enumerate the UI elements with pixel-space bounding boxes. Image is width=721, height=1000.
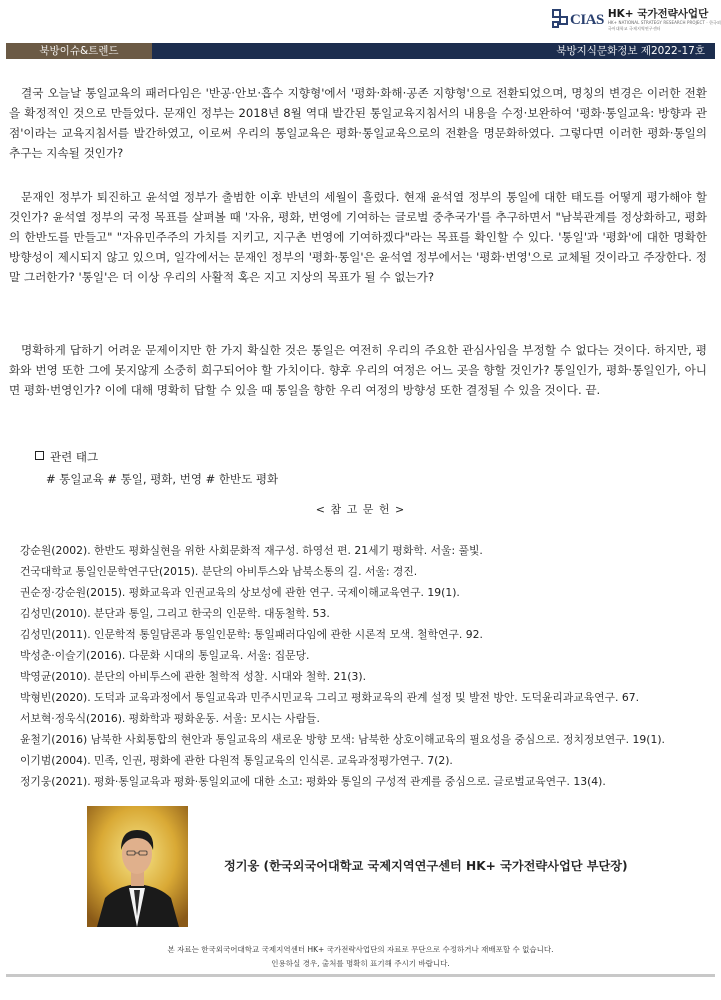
reference-item: 권순정·강순원(2015). 평화교육과 인권교육의 상보성에 관한 연구. 국제이해교육연구. 19(1).	[20, 586, 460, 599]
reference-item: 박영균(2010). 분단의 아비투스에 관한 철학적 성찰. 시대와 철학. 21(3).	[20, 670, 367, 683]
reference-item: 박형빈(2020). 도덕과 교육과정에서 통일교육과 민주시민교육 그리고 평화교육의 관계 설정 및 발전 방안. 도덕윤리과교육연구. 67.	[20, 691, 640, 704]
reference-item: 윤철기(2016) 남북한 사회통합의 현안과 통일교육의 새로운 방향 모색: 남북한 상호이해교육의 필요성을 중심으로. 정치정보연구. 19(1).	[20, 733, 665, 746]
reference-item: 김성민(2010). 분단과 통일, 그리고 한국의 인문학. 대동철학. 53.	[20, 607, 330, 620]
reference-item: 김성민(2011). 인문학적 통일담론과 통일인문학: 통일패러다임에 관한 시론적 모색. 철학연구. 92.	[20, 628, 483, 641]
section-label: 북방이슈&트렌드	[6, 43, 152, 59]
checkbox-bullet-icon	[35, 451, 44, 460]
paragraph-2: 문재인 정부가 퇴진하고 윤석열 정부가 출범한 이후 반년의 세월이 흘렀다. 현재 윤석열 정부의 통일에 대한 태도를 어떻게 평가해야 할 것인가? 윤석열 정부의 국정 목표를 살펴볼 때 '자유, 평화, 번영에 기여하는 글로벌 중추국가'를 추구하면서 "남북관계를 정상화하고, 평화의 한반도를 만들고" "자유민주주의 가치를 지키고, 지구촌 번영에 기여하겠다"라는 목표를 확인할 수 있다. '통일'과 '평화'에 대한 명확한 방향성이 제시되지 않고 있으며, 일각에서는 문재인 정부의 '평화·통일'은 윤석열 정부에서는 '평화·번영'으로 교체될 것이라고 주장한다. 정말 그러한가? '통일'은 더 이상 우리의 사활적 혹은 지고 지상의 목표가 될 수 없는가?	[9, 190, 707, 284]
paragraph-3: 명확하게 답하기 어려운 문제이지만 한 가지 확실한 것은 통일은 여전히 우리의 주요한 관심사임을 부정할 수 없다는 것이다. 하지만, 평화와 번영 또한 그에 못지않게 소중히 희구되어야 할 가치이다. 향후 우리의 여정은 어느 곳을 향할 것인가? 통일인가, 평화·통일인가, 아니면 평화·번영인가? 이에 대해 명확히 답할 수 있을 때 통일을 향한 우리 여정의 방향성 또한 결정될 수 있을 것이다. 끝.	[9, 343, 707, 397]
footer-divider	[6, 974, 715, 977]
logo-subtitle: HK+ NATIONAL STRATEGY RESEARCH PROJECT · 한국외국어대학교 국제지역연구센터	[607, 20, 721, 31]
logo-title: HK+ 국가전략사업단	[607, 8, 709, 20]
footer-citation: 인용하실 경우, 출처를 명확히 표기해 주시기 바랍니다.	[271, 959, 450, 968]
reference-item: 강순원(2002). 한반도 평화실현을 위한 사회문화적 재구성. 하영선 편. 21세기 평화학. 서울: 풀빛.	[20, 544, 483, 557]
author-photo	[87, 806, 188, 927]
tags-label-text: 관련 태그	[50, 450, 99, 464]
paragraph-1: 결국 오늘날 통일교육의 패러다임은 '반공·안보·흡수 지향형'에서 '평화·화해·공존 지향형'으로 전환되었으며, 명칭의 변경은 이러한 전환을 확정적인 것으로 만들었다. 문재인 정부는 2018년 8월 역대 발간된 통일교육지침서의 내용을 수정·보완하여 '평화·통일교육: 방향과 관점'이라는 교육지침서를 발간하였고, 이로써 우리의 통일교육은 평화·통일교육으로의 전환을 명문화하였다. 그렇다면 이러한 평화·통일의 추구는 지속될 것인가?	[9, 86, 707, 160]
reference-item: 이기범(2004). 민족, 인권, 평화에 관한 다원적 통일교육의 인식론. 교육과정평가연구. 7(2).	[20, 754, 453, 767]
related-tags-label	[35, 448, 98, 466]
logo-text: CIAS	[569, 11, 604, 28]
references-list	[8, 540, 713, 792]
reference-item: 박성춘·이슬기(2016). 다문화 시대의 통일교육. 서울: 집문당.	[20, 649, 310, 662]
issue-number: 북방지식문화정보 제2022-17호	[556, 45, 705, 57]
cias-logo-icon	[552, 9, 567, 31]
reference-item: 건국대학교 통일인문학연구단(2015). 분단의 아비투스와 남북소통의 길. 서울: 경진.	[20, 565, 418, 578]
tags-list: # 통일교육 # 통일, 평화, 번영 # 한반도 평화	[46, 472, 279, 486]
reference-item: 서보혁·정욱식(2016). 평화학과 평화운동. 서울: 모시는 사람들.	[20, 712, 320, 725]
footer-notice: 본 자료는 한국외국어대학교 국제지역센터 HK+ 국가전략사업단의 자료로 무단으로 수정하거나 재배포할 수 없습니다.	[167, 945, 554, 954]
cias-logo	[552, 8, 721, 32]
reference-item: 정기웅(2021). 평화·통일교육과 평화·통일외교에 대한 소고: 평화와 통일의 구성적 관계를 중심으로. 글로벌교육연구. 13(4).	[20, 775, 606, 788]
references-heading: < 참 고 문 헌 >	[315, 503, 406, 516]
author-name: 정기웅 (한국외국어대학교 국제지역연구센터 HK+ 국가전략사업단 부단장)	[224, 859, 628, 873]
header-bar	[6, 43, 715, 59]
